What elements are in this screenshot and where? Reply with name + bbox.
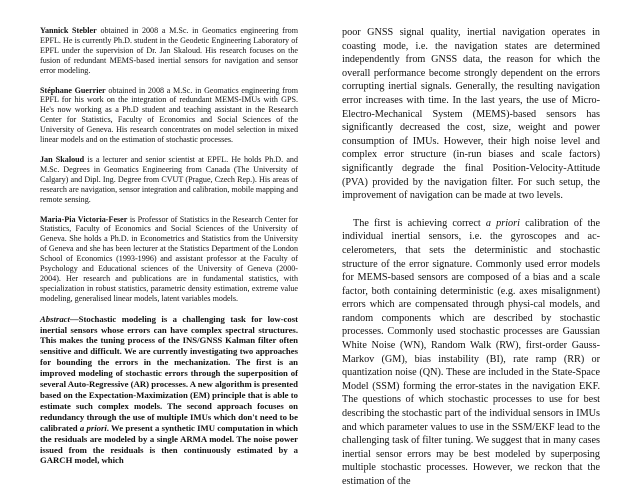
paragraph-text-rest: calibration of the individual inertial sensors, i.e. the gyroscopes and ac-celerometers, that sets the deterministic and stochastic structure of the error signature. Commonly used error models for MEMS-based sensors are composed of a bias and a scale factor, both containing deterministic (e.g. axes misalignment) errors which are compensated through physi-cal models, and random components which are described by stochastic processes. Commonly used stochastic processes are Gaussian White Noise (WN), Random Walk (RW), first-order Gauss-Markov (GM), bias instability (BI), rate ramp (RR) or quantization noise (QN). These are included in the State-Space Model (SSM) forming the error-states in the navigation EKF. The questions of which stochastic processes to use for best describing the stochastic part of the individual sensors in IMUs and which parameter values to use in the SSM/EKF lead to the challenging task of filter tuning. We suggest that in many cases inertial sensor errors may be best modeled by superposing multiple stochastic processes. However, we reckon that the estimation of the	[342, 217, 601, 487]
bio-text: is Professor of Statistics in the Research Center for Statistics, Faculty of Economics and Social Sciences of the University of Geneva. She holds a Ph.D. in Econometrics and Statistics from the University of Geneva and she has been lecturer at the Statistics Department of the London School of Economics (1993-1996) and assistant professor at the Faculty of Psychology and Educational sciences of the University of Geneva (2000-2004). Her research and publications are in fundamental statistics, with specialization in robust statistics, parametric density estimation, extreme value modeling, generalised linear models, latent variables models.	[40, 214, 298, 303]
author-bio	[40, 155, 298, 205]
author-name: Maria-Pia Victoria-Feser	[40, 214, 128, 224]
bio-text: is a lecturer and senior scientist at EPFL. He holds Ph.D. and M.Sc. Degrees in Geomatics Engineering from Canada (The University of Calgary) and Dipl. Ing. Degree from CVUT (Prague, Czech Rep.). His areas of research are navigation, sensor integration and calibration, mobile mapping and remote sensing.	[40, 154, 299, 204]
author-bio	[40, 26, 298, 76]
body-paragraph	[342, 217, 600, 489]
a-priori-term: a priori	[485, 217, 520, 229]
author-name: Jan Skaloud	[40, 154, 85, 164]
abstract-text-part2: . We present a synthetic IMU computation in which the residuals are modeled by a single ARMA model. The noise power issued from the residuals is then continuously estimated by a GARCH model, which	[40, 422, 298, 466]
author-name: Stéphane Guerrier	[40, 85, 106, 95]
right-column	[342, 26, 600, 489]
author-bio	[40, 215, 298, 304]
paragraph-text-start: The first is achieving correct	[353, 217, 481, 229]
paragraph-text: poor GNSS signal quality, inertial navigation operates in coasting mode, i.e. the navigation states are determined independently from GNSS data, the reason for which the overall performance become strongly dependent on the errors corrupting inertial signals. Generally, the resulting navigation error increases with time. In the last years, the use of Micro-Electro-Mechanical System (MEMS)-based sensors has significantly decreased the cost, size, weight and power consumption of IMUs. However, their high noise level and complex error structure (in-run biases and scale factors) significantly degrade the final Position-Velocity-Attitude (PVA) provided by the navigation filter. For such setup, the improvement of navigation can be made at two levels.	[342, 27, 600, 202]
bio-text: obtained in 2008 a M.Sc. in Geomatics engineering from EPFL for his work on the integration of redundant MEMS-IMUs with GPS. He's now working as a Ph.D student and teaching assistant in the Research Center for Statistics, Faculty of Economics and Social Sciences of the University of Geneva. His research concentrates on model selection in mixed linear models and on the estimation of stochastic processes.	[40, 85, 298, 145]
author-name: Yannick Stebler	[40, 26, 97, 35]
left-column	[40, 26, 298, 466]
body-paragraph	[342, 26, 600, 203]
abstract-label: Abstract	[40, 313, 70, 324]
abstract	[40, 314, 298, 467]
author-bio	[40, 86, 298, 145]
abstract-text-part1: —Stochastic modeling is a challenging task for low-cost inertial sensors whose errors can have complex spectral structures. This makes the tuning process of the INS/GNSS Kalman filter often sensitive and difficult. We are currently investigating two approaches for bounding the errors in the mechanization. The first is an improved modeling of stochastic errors through the superposition of several Auto-Regressive (AR) processes. A new algorithm is presented based on the Expectation-Maximization (EM) principle that is able to estimate such complex models. The second approach focuses on redundancy through the use of multiple IMUs which don't need to be calibrated	[40, 313, 298, 433]
abstract-a-priori: a priori	[79, 422, 107, 433]
bio-text: obtained in 2008 a M.Sc. in Geomatics engineering from EPFL. He is currently Ph.D. student in the Geodetic Engineering Laboratory of EPFL under the supervision of Dr. Jan Skaloud. His research focuses on the fusion of redundant MEMS-based inertial sensors for navigation and sensor error modeling.	[40, 26, 298, 75]
